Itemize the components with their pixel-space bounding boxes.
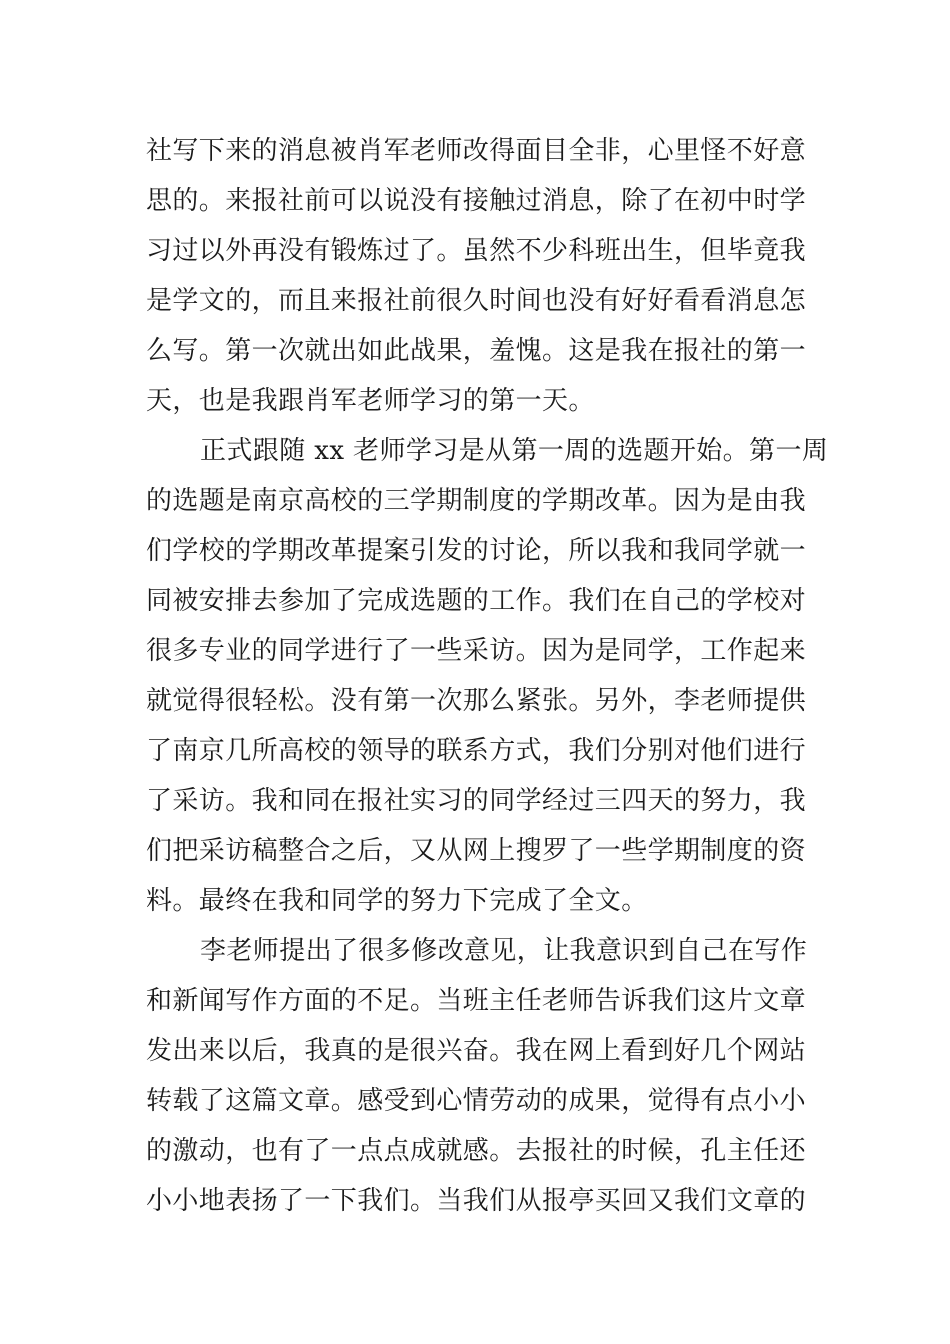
paragraph-2-line-9: 们把采访稿整合之后，又从网上搜罗了一些学期制度的资 (146, 836, 807, 866)
paragraph-2-line-5: 很多专业的同学进行了一些采访。因为是同学，工作起来 (146, 636, 807, 666)
paragraph-2-line-6: 就觉得很轻松。没有第一次那么紧张。另外，李老师提供 (146, 686, 807, 716)
paragraph-2-line-2: 的选题是南京高校的三学期制度的学期改革。因为是由我 (146, 486, 807, 516)
paragraph-3-line-2: 和新闻写作方面的不足。当班主任老师告诉我们这片文章 (146, 986, 807, 1016)
paragraph-3-line-5: 的激动，也有了一点点成就感。去报社的时候，孔主任还 (146, 1136, 807, 1166)
document-body (146, 126, 829, 1226)
paragraph-2-line-10: 料。最终在我和同学的努力下完成了全文。 (146, 886, 648, 916)
paragraph-1-line-4: 是学文的，而且来报社前很久时间也没有好好看看消息怎 (146, 286, 807, 316)
paragraph-2-line-7: 了南京几所高校的领导的联系方式，我们分别对他们进行 (146, 736, 807, 766)
paragraph-2-line-3: 们学校的学期改革提案引发的讨论，所以我和我同学就一 (146, 536, 807, 566)
paragraph-2-line-4: 同被安排去参加了完成选题的工作。我们在自己的学校对 (146, 586, 807, 616)
paragraph-1-line-1: 社写下来的消息被肖军老师改得面目全非，心里怪不好意 (146, 136, 807, 166)
paragraph-1-line-5: 么写。第一次就出如此战果，羞愧。这是我在报社的第一 (146, 336, 807, 366)
paragraph-1-line-3: 习过以外再没有锻炼过了。虽然不少科班出生，但毕竟我 (146, 236, 807, 266)
paragraph-1-line-2: 思的。来报社前可以说没有接触过消息，除了在初中时学 (146, 186, 807, 216)
paragraph-2-line-1: 正式跟随 xx 老师学习是从第一周的选题开始。第一周 (200, 436, 829, 466)
paragraph-3-line-6: 小小地表扬了一下我们。当我们从报亭买回又我们文章的 (146, 1186, 807, 1216)
paragraph-3-line-1: 李老师提出了很多修改意见，让我意识到自己在写作 (200, 936, 808, 966)
paragraph-3-line-4: 转载了这篇文章。感受到心情劳动的成果，觉得有点小小 (146, 1086, 807, 1116)
paragraph-3-line-3: 发出来以后，我真的是很兴奋。我在网上看到好几个网站 (146, 1036, 807, 1066)
paragraph-2-line-8: 了采访。我和同在报社实习的同学经过三四天的努力，我 (146, 786, 807, 816)
paragraph-1-line-6: 天，也是我跟肖军老师学习的第一天。 (146, 386, 595, 416)
